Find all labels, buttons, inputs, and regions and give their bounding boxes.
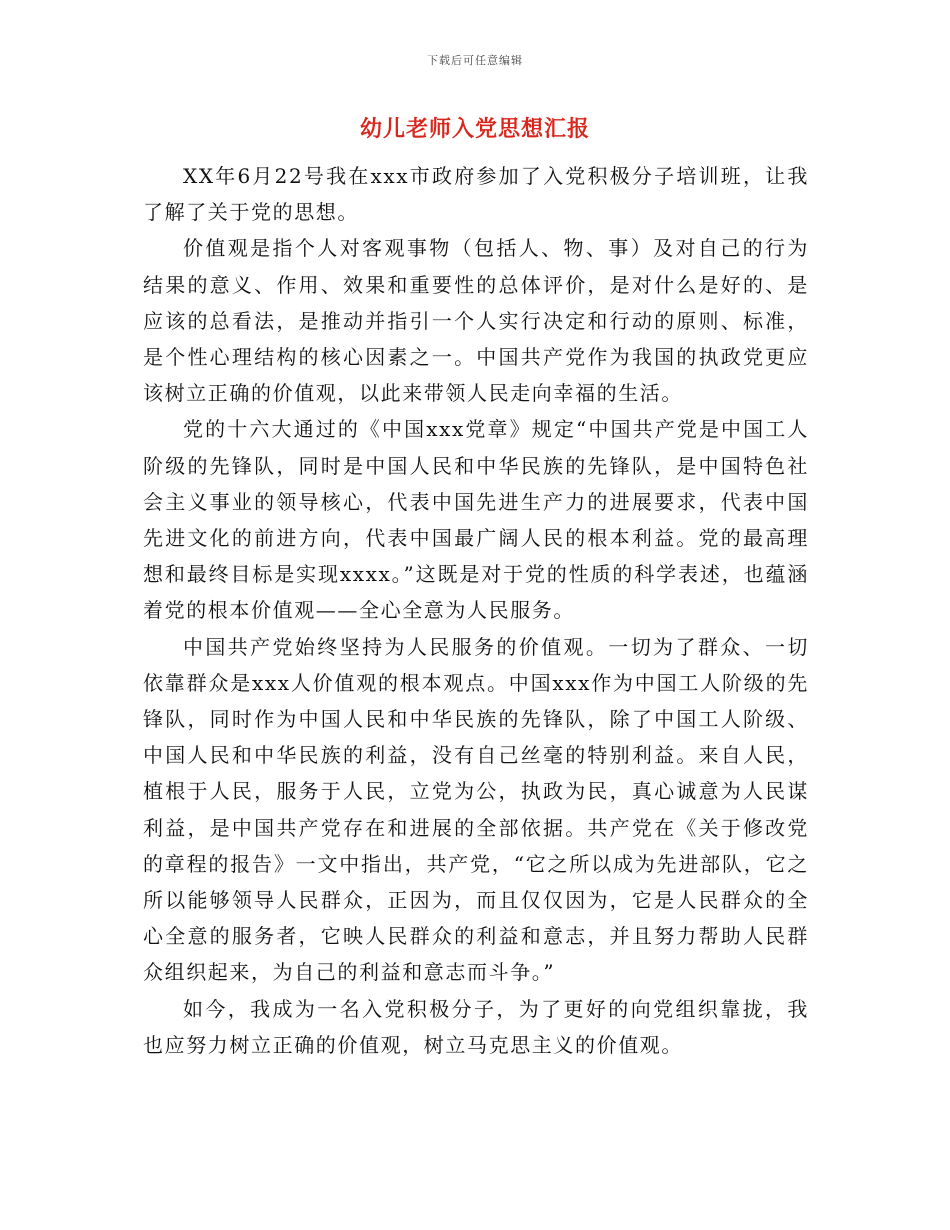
document-title: 幼儿老师入党思想汇报 xyxy=(359,116,590,142)
paragraph-3: 党的十六大通过的《中国xxx党章》规定“中国共产党是中国工人阶级的先锋队，同时是中国人民和中华民族的先锋队，是中国特色社会主义事业的领导核心，代表中国先进生产力的进展要求，代表中国先进文化的前进方向，代表中国最广阔人民的根本利益。党的最高理想和最终目标是实现xxxx。”这既是对于党的性质的科学表述，也蕴涵着党的根本价值观——全心全意为人民服务。 xyxy=(143,417,809,623)
document-body xyxy=(143,158,809,1063)
paragraph-4: 中国共产党始终坚持为人民服务的价值观。一切为了群众、一切依靠群众是xxx人价值观的根本观点。中国xxx作为中国工人阶级的先锋队，同时作为中国人民和中华民族的先锋队，除了中国工人阶级、中国人民和中华民族的利益，没有自己丝毫的特别利益。来自人民，植根于人民，服务于人民，立党为公，执政为民，真心诚意为人民谋利益，是中国共产党存在和进展的全部依据。共产党在《关于修改党的章程的报告》一文中指出，共产党，“它之所以成为先进部队，它之所以能够领导人民群众，正因为，而且仅仅因为，它是人民群众的全心全意的服务者，它映人民群众的利益和意志，并且努力帮助人民群众组织起来，为自己的利益和意志而斗争。” xyxy=(143,634,809,985)
paragraph-1: XX年6月22号我在xxx市政府参加了入党积极分子培训班，让我了解了关于党的思想。 xyxy=(143,164,809,225)
header-note: 下载后可任意编辑 xyxy=(427,54,523,67)
paragraph-5: 如今，我成为一名入党积极分子，为了更好的向党组织靠拢，我也应努力树立正确的价值观，树立马克思主义的价值观。 xyxy=(143,996,809,1057)
paragraph-2: 价值观是指个人对客观事物（包括人、物、事）及对自己的行为结果的意义、作用、效果和重要性的总体评价，是对什么是好的、是应该的总看法，是推动并指引一个人实行决定和行动的原则、标准，是个性心理结构的核心因素之一。中国共产党作为我国的执政党更应该树立正确的价值观，以此来带领人民走向幸福的生活。 xyxy=(143,236,809,406)
